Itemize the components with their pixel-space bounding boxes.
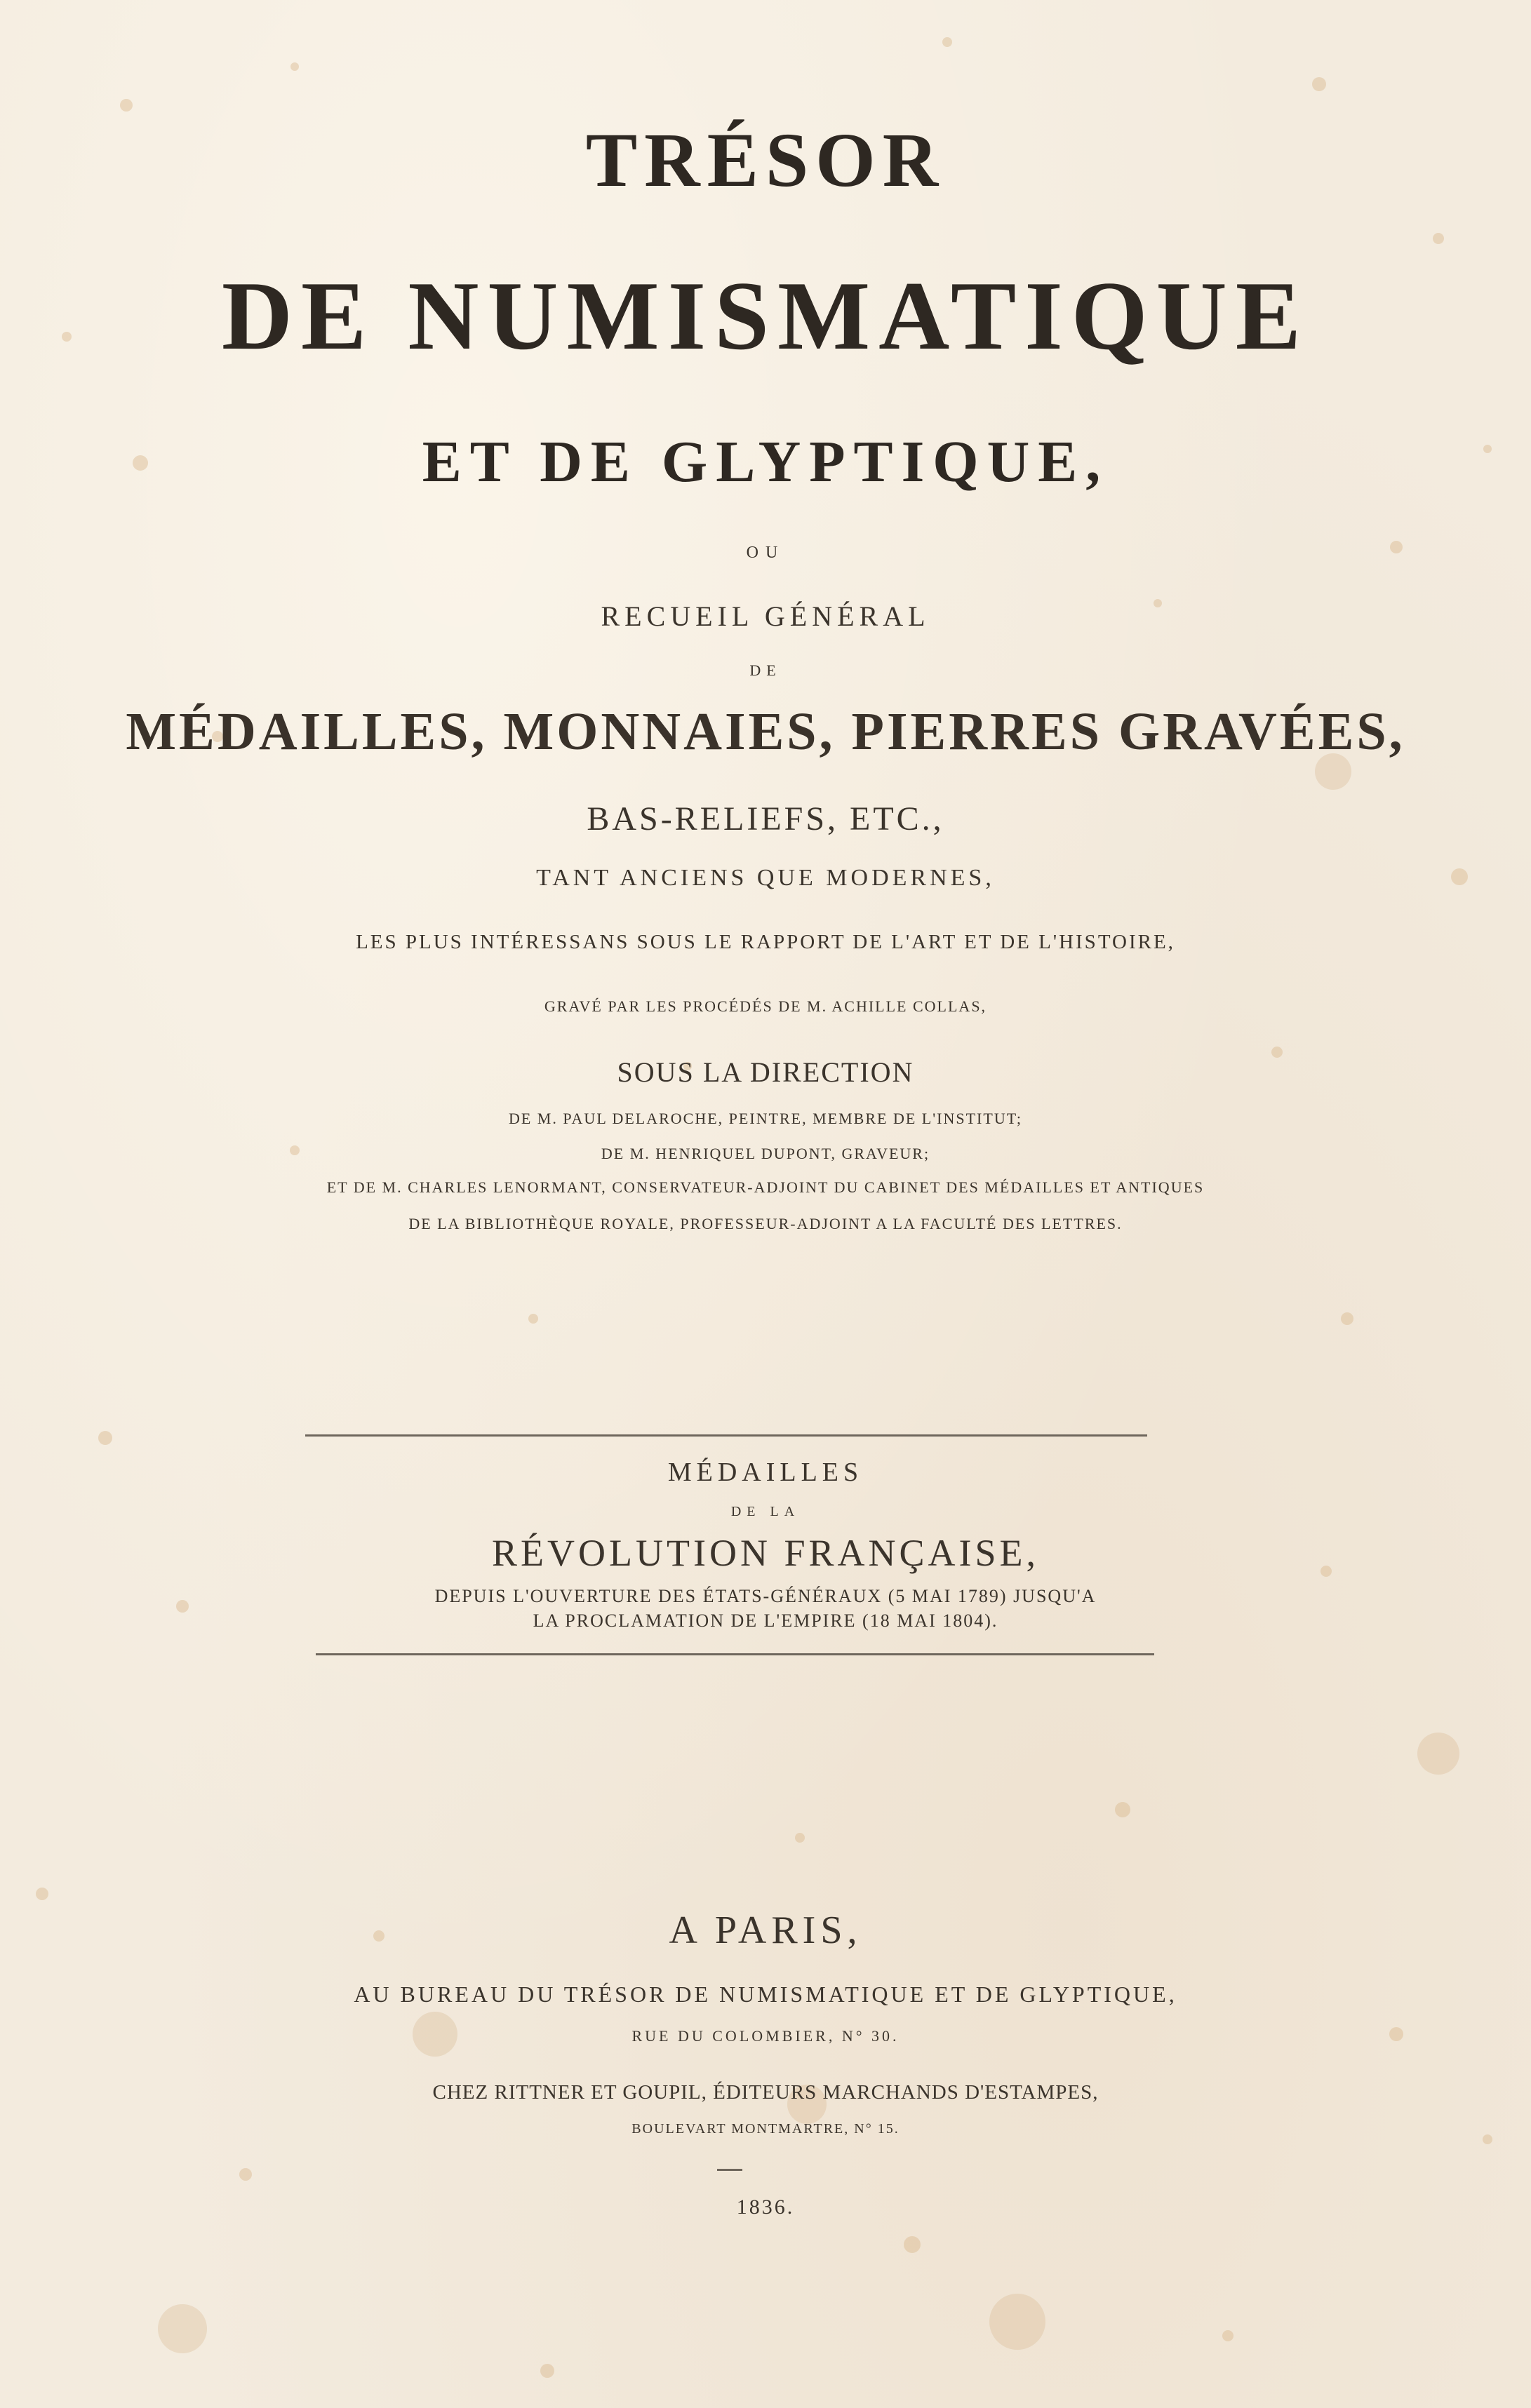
section-revolution: RÉVOLUTION FRANÇAISE, [492,1532,1039,1574]
grave-line: GRAVÉ PAR LES PROCÉDÉS DE M. ACHILLE COLLAS, [544,997,987,1015]
tant-line: TANT ANCIENS QUE MODERNES, [536,865,995,891]
direction-line-3: ET DE M. CHARLES LENORMANT, CONSERVATEUR-ADJOINT DU CABINET DES MÉDAILLES ET ANTIQUES [326,1178,1205,1196]
direction-line-1: DE M. PAUL DELAROCHE, PEINTRE, MEMBRE DE L'INSTITUT; [508,1110,1023,1127]
bottom-rule [316,1653,1154,1655]
interessans-line: LES PLUS INTÉRESSANS SOUS LE RAPPORT DE L'ART ET DE L'HISTOIRE, [356,931,1175,953]
imprint-rue: RUE DU COLOMBIER, N° 30. [631,2027,900,2045]
section-depuis-1: DEPUIS L'OUVERTURE DES ÉTATS-GÉNÉRAUX (5 MAI 1789) JUSQU'A [434,1586,1097,1606]
short-dash [717,2169,742,2171]
top-rule [305,1434,1147,1437]
recueil-general: RECUEIL GÉNÉRAL [601,600,930,632]
section-depuis-2: LA PROCLAMATION DE L'EMPIRE (18 MAI 1804). [533,1610,998,1631]
direction-line-4: DE LA BIBLIOTHÈQUE ROYALE, PROFESSEUR-ADJOINT A LA FACULTÉ DES LETTRES. [408,1215,1123,1232]
imprint-year: 1836. [736,2195,795,2219]
imprint-bureau: AU BUREAU DU TRÉSOR DE NUMISMATIQUE ET DE GLYPTIQUE, [354,1982,1177,2007]
title-line-1: TRÉSOR [585,117,946,203]
direction-heading: SOUS LA DIRECTION [617,1056,914,1088]
direction-line-2: DE M. HENRIQUEL DUPONT, GRAVEUR; [601,1145,930,1162]
ou-label: OU [746,544,785,562]
subjects-line: MÉDAILLES, MONNAIES, PIERRES GRAVÉES, [126,702,1405,761]
bas-reliefs-line: BAS-RELIEFS, ETC., [587,800,944,838]
title-line-2: DE NUMISMATIQUE [221,262,1310,370]
section-medailles: MÉDAILLES [667,1458,864,1487]
title-line-3: ET DE GLYPTIQUE, [422,429,1109,495]
imprint-chez: CHEZ RITTNER ET GOUPIL, ÉDITEURS MARCHANDS D'ESTAMPES, [432,2081,1099,2104]
de-label: DE [749,661,782,679]
imprint-boulevart: BOULEVART MONTMARTRE, N° 15. [631,2121,900,2137]
section-de-la: DE LA [730,1504,801,1519]
imprint-city: A PARIS, [669,1909,862,1952]
